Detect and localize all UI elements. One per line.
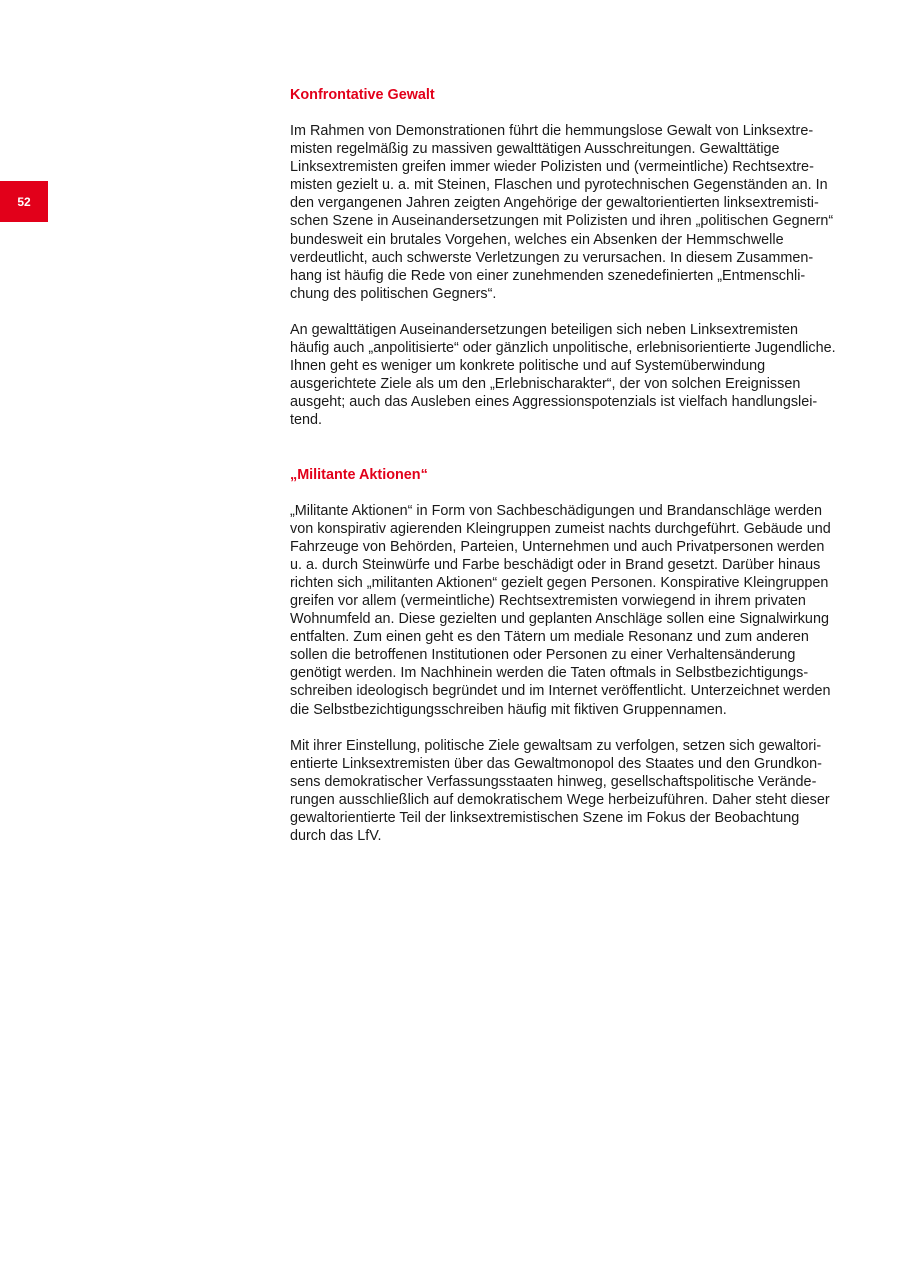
paragraph: Im Rahmen von Demonstrationen führt die hemmungslose Gewalt von Linksextremisten regelmäßig zu massiven gewalttätigen Ausschreitungen. Gewalttätige Linksextremisten greifen immer wieder Polizisten und (vermeintliche) Rechtsextremisten gezielt u. a. mit Steinen, Flaschen und pyrotechnischen Gegenständen an. In den vergangenen Jahren zeigten Angehörige der gewaltorientierten linksextremistischen Szene in Auseinandersetzungen mit Polizisten und ihren „politischen Gegnern“ bundesweit ein brutales Vorgehen, welches ein Absenken der Hemmschwelle verdeutlicht, auch schwerste Verletzungen zu verursachen. In diesem Zusammenhang ist häufig die Rede von einer zunehmenden szenedefinierten „Entmenschlichung des politischen Gegners“. — [290, 123, 834, 302]
section-heading: „Militante Aktionen“ — [290, 466, 428, 483]
page-number: 52 — [17, 194, 31, 209]
paragraph: An gewalttätigen Auseinandersetzungen beteiligen sich neben Linksextremisten häufig auch „anpolitisierte“ oder gänzlich unpolitische, erlebnisorientierte Jugendliche. Ihnen geht es weniger um konkrete politische und auf Systemüberwindung ausgerichtete Ziele als um den „Erlebnischarakter“, der von solchen Ereignissen ausgeht; auch das Ausleben eines Aggressionspotenzials ist vielfach handlungsleitend. — [290, 321, 836, 429]
paragraph: „Militante Aktionen“ in Form von Sachbeschädigungen und Brandanschläge werden von konspirativ agierenden Kleingruppen zumeist nachts durchgeführt. Gebäude und Fahrzeuge von Behörden, Parteien, Unternehmen und auch Privatpersonen werden u. a. durch Steinwürfe und Farbe beschädigt oder in Brand gesetzt. Darüber hinaus richten sich „militanten Aktionen“ gezielt gegen Personen. Konspirative Kleingruppen greifen vor allem (vermeintliche) Rechtsextremisten vorwiegend in ihrem privaten Wohnumfeld an. Diese gezielten und geplanten Anschläge sollen eine Signalwirkung entfalten. Zum einen geht es den Tätern um mediale Resonanz und zum anderen sollen die betroffenen Institutionen oder Personen zu einer Verhaltensänderung genötigt werden. Im Nachhinein werden die Taten oftmals in Selbstbezichtigungsschreiben ideologisch begründet und im Internet veröffentlicht. Unterzeichnet werden die Selbstbezichtigungsschreiben häufig mit fiktiven Gruppennamen. — [290, 502, 831, 718]
main-content — [290, 86, 838, 845]
section-divider — [290, 430, 838, 466]
section-militante-aktionen — [290, 466, 838, 846]
section-heading: Konfrontative Gewalt — [290, 87, 435, 103]
page-number-badge — [0, 181, 48, 222]
paragraph: Mit ihrer Einstellung, politische Ziele gewaltsam zu verfolgen, setzen sich gewaltorientierte Linksextremisten über das Gewaltmonopol des Staates und den Grundkonsens demokratischer Verfassungsstaaten hinweg, gesellschaftspolitische Veränderungen ausschließlich auf demokratischem Wege herbeizuführen. Daher steht dieser gewaltorientierte Teil der linksextremistischen Szene im Fokus der Beobachtung durch das LfV. — [290, 737, 830, 845]
section-konfrontative-gewalt — [290, 86, 838, 430]
